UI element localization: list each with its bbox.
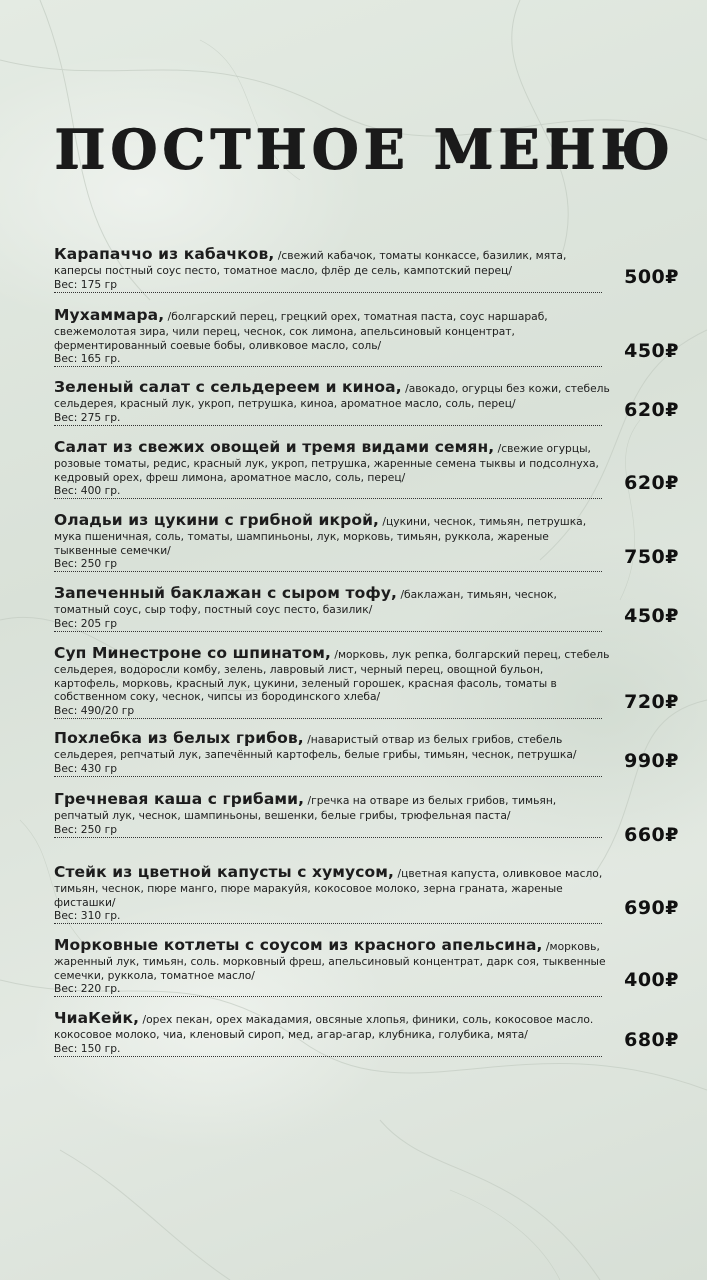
menu-item [54, 936, 684, 997]
item-weight: Вес: 175 гр [54, 277, 117, 291]
item-description: /баклажан, тимьян, чеснок, томатный соус, сыр тофу, постный соус песто, базилик/ [54, 588, 557, 616]
item-price: 660₽ [624, 824, 679, 846]
item-weight: Вес: 400 гр. [54, 484, 121, 498]
item-name: Мухаммара, [54, 306, 165, 324]
menu-item [54, 584, 684, 632]
item-price: 750₽ [624, 546, 679, 568]
menu-item [54, 1009, 684, 1057]
menu-item [54, 438, 684, 499]
item-description: /авокадо, огурцы без кожи, стебель сельдерея, красный лук, укроп, петрушка, киноа, ароматное масло, соль, перец/ [54, 382, 610, 410]
item-weight: Вес: 275 гр. [54, 410, 121, 424]
weight-line [54, 557, 602, 572]
item-description: /цукини, чеснок, тимьян, петрушка, мука пшеничная, соль, томаты, шампиньоны, лук, морковь, тимьян, руккола, жареные тыквенные семечки/ [54, 515, 587, 557]
item-price: 450₽ [624, 340, 679, 362]
item-name: Морковные котлеты с соусом из красного апельсина, [54, 936, 543, 954]
item-weight: Вес: 165 гр. [54, 352, 121, 366]
weight-line [54, 278, 602, 293]
menu-item [54, 378, 684, 426]
item-name: Стейк из цветной капусты с хумусом, [54, 863, 395, 881]
item-weight: Вес: 490/20 гр [54, 703, 135, 717]
item-name: Запеченный баклажан с сыром тофу, [54, 584, 398, 602]
weight-line [54, 823, 602, 838]
weight-line [54, 1042, 602, 1057]
item-price: 680₽ [624, 1029, 679, 1051]
item-weight: Вес: 310 гр. [54, 909, 121, 923]
menu-item [54, 790, 684, 846]
menu-item [54, 245, 684, 293]
item-weight: Вес: 150 гр. [54, 1041, 121, 1055]
item-name: Похлебка из белых грибов, [54, 729, 304, 747]
item-description: /гречка на отваре из белых грибов, тимьян, репчатый лук, чеснок, шампиньоны, вешенки, белые грибы, трюфельная паста/ [54, 794, 557, 822]
item-name: Гречневая каша с грибами, [54, 790, 305, 808]
weight-line [54, 762, 602, 777]
item-description: /свежие огурцы, розовые томаты, редис, красный лук, укроп, петрушка, жаренные семена тыквы и подсолнуха, кедровый орех, фреш лимона, ароматное масло, соль, перец/ [54, 442, 599, 484]
item-price: 690₽ [624, 897, 679, 919]
item-price: 400₽ [624, 969, 679, 991]
item-description: /морковь, жаренный лук, тимьян, соль. морковный фреш, апельсиновый концентрат, дарк соя, тыквенные семечки, руккола, томатное масло/ [54, 940, 606, 982]
item-name: Оладьи из цукини с грибной икрой, [54, 511, 380, 529]
item-weight: Вес: 250 гр [54, 822, 117, 836]
item-price: 720₽ [624, 691, 679, 713]
item-price: 620₽ [624, 399, 679, 421]
menu-item [54, 644, 684, 719]
item-weight: Вес: 250 гр [54, 557, 117, 571]
item-price: 990₽ [624, 750, 679, 772]
weight-line [54, 704, 602, 719]
item-description: /орех пекан, орех макадамия, овсяные хлопья, финики, соль, кокосовое масло. кокосовое молоко, чиа, кленовый сироп, мед, агар-агар, клубника, голубика, мята/ [54, 1013, 594, 1041]
item-description: /болгарский перец, грецкий орех, томатная паста, соус наршараб, свежемолотая зира, чили перец, чеснок, сок лимона, апельсиновый концентрат, ферментированный соевые бобы, оливковое масло, соль/ [54, 310, 548, 352]
menu-item [54, 306, 684, 367]
weight-line [54, 617, 602, 632]
item-weight: Вес: 220 гр. [54, 982, 121, 996]
item-description: /морковь, лук репка, болгарский перец, стебель сельдерея, водоросли комбу, зелень, лавровый лист, черный перец, овощной бульон, картофель, морковь, красный лук, цукини, зеленый горошек, красная фасоль, томаты в собственном соку, чеснок, чипсы из бородинского хлеба/ [54, 648, 610, 704]
item-price: 620₽ [624, 472, 679, 494]
weight-line [54, 909, 602, 924]
item-name: Карапаччо из кабачков, [54, 245, 275, 263]
item-name: Салат из свежих овощей и тремя видами семян, [54, 438, 495, 456]
item-description: /свежий кабачок, томаты конкассе, базилик, мята, каперсы постный соус песто, томатное масло, флёр де сель, кампотский перец/ [54, 249, 567, 277]
item-description: /цветная капуста, оливковое масло, тимьян, чеснок, пюре манго, пюре маракуйя, кокосовое молоко, зерна граната, жареные фисташки/ [54, 867, 603, 909]
weight-line [54, 982, 602, 997]
menu-title: ПОСТНОЕ МЕНЮ [54, 117, 675, 181]
item-name: ЧиаКейк, [54, 1009, 140, 1027]
weight-line [54, 352, 602, 367]
item-name: Зеленый салат с сельдереем и киноа, [54, 378, 402, 396]
item-name: Суп Минестроне со шпинатом, [54, 644, 331, 662]
menu-item [54, 863, 684, 924]
weight-line [54, 484, 602, 499]
item-weight: Вес: 430 гр [54, 761, 117, 775]
item-description: /наваристый отвар из белых грибов, стебель сельдерея, репчатый лук, запечённый картофель, белые грибы, тимьян, чеснок, петрушка/ [54, 733, 577, 761]
weight-line [54, 411, 602, 426]
item-weight: Вес: 205 гр [54, 616, 117, 630]
menu-item [54, 511, 684, 572]
item-price: 450₽ [624, 605, 679, 627]
menu-item [54, 729, 684, 777]
item-price: 500₽ [624, 266, 679, 288]
